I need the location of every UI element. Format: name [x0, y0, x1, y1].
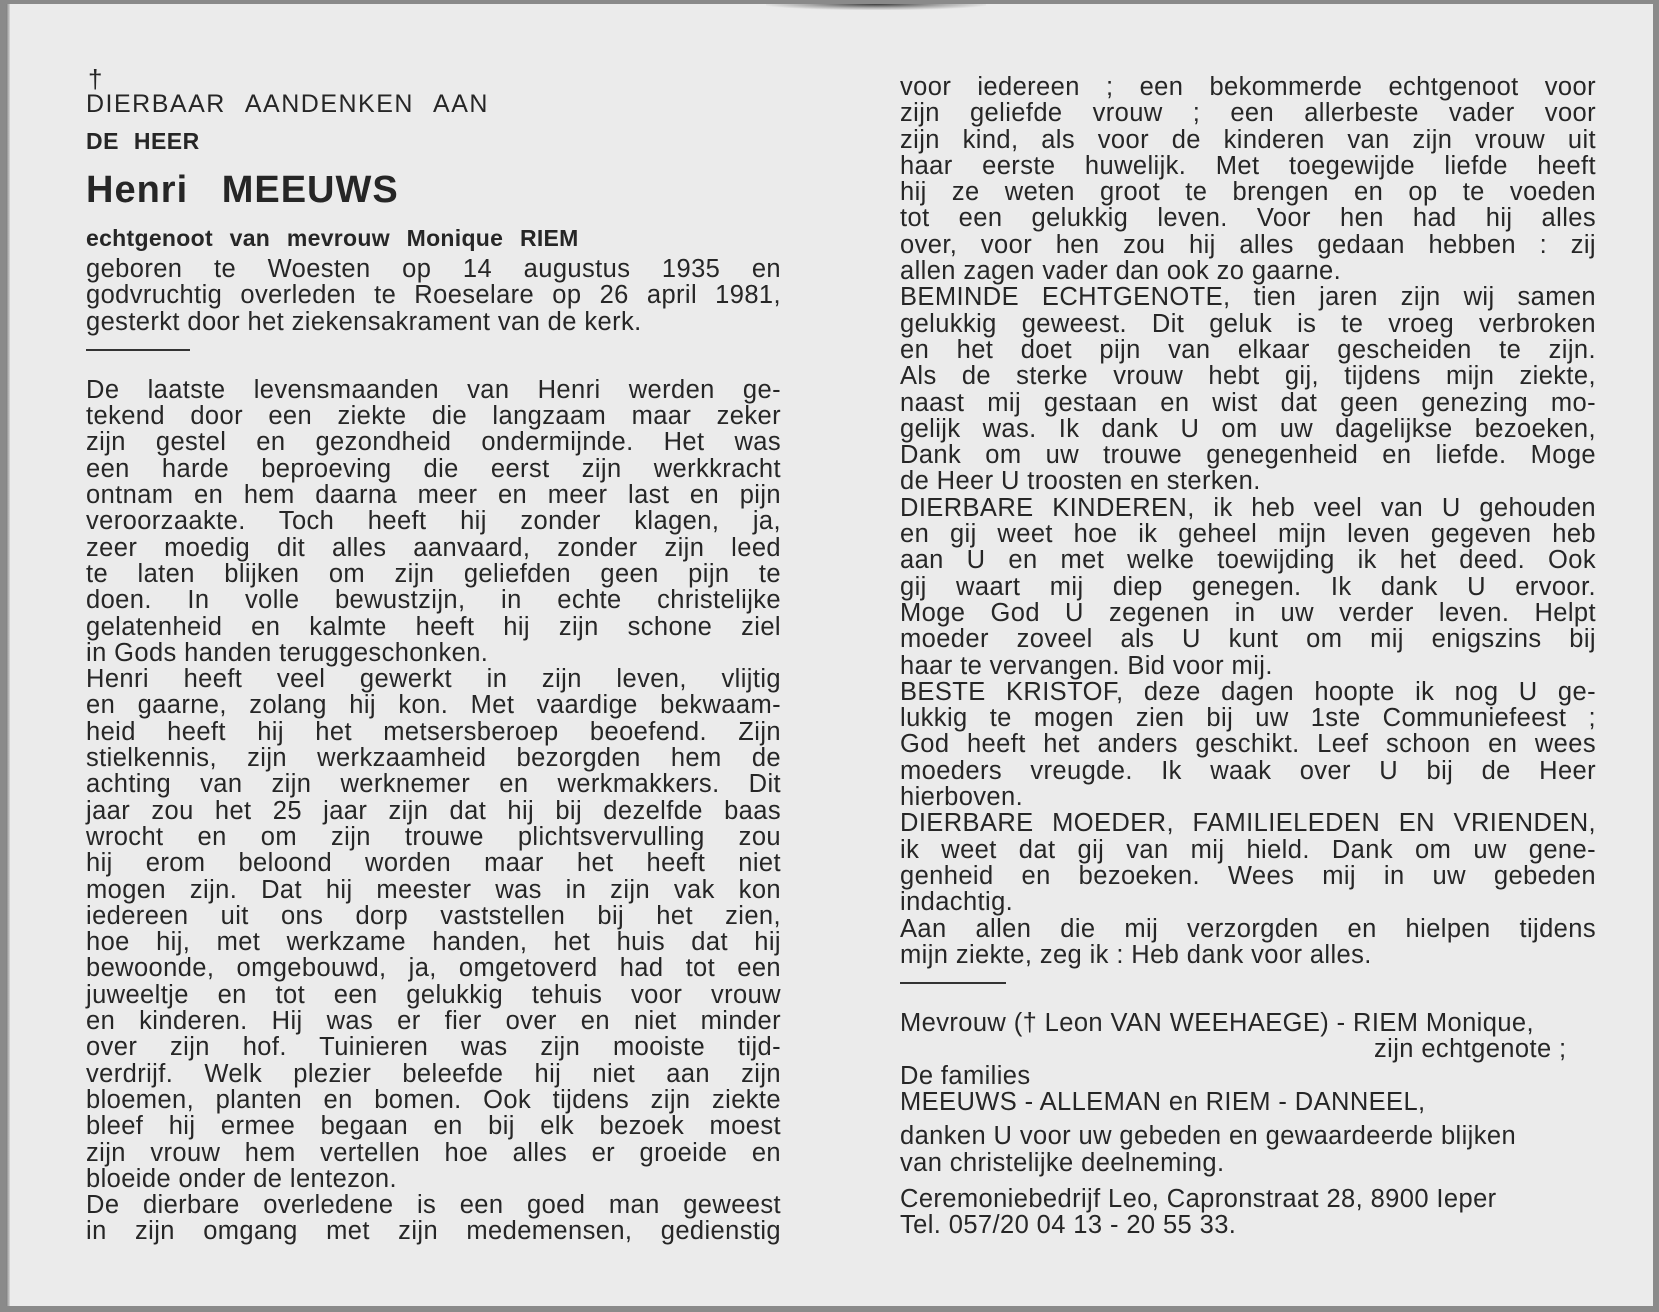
- text-line: gelatenheid en kalmte heeft hij zijn schone ziel: [86, 612, 781, 641]
- text-line: Henri heeft veel gewerkt in zijn leven, vlijtig: [86, 665, 781, 694]
- text-line: gelukkig geweest. Dit geluk is te vroeg verbroken: [900, 309, 1596, 338]
- text-line: over zijn hof. Tuinieren was zijn mooiste tijd-: [86, 1033, 781, 1062]
- spouse-line: echtgenoot van mevrouw Monique RIEM: [86, 225, 579, 251]
- memorial-card: [6, 4, 1653, 1306]
- deceased-name: Henri MEEUWS: [86, 169, 399, 211]
- farewell-text: [900, 74, 1596, 968]
- text-line: bleef hij ermee begaan en bij elk bezoek moest: [86, 1112, 781, 1141]
- widow-role: zijn echtgenote ;: [1374, 1035, 1567, 1064]
- text-line: jaar zou het 25 jaar zijn dat hij bij dezelfde baas: [86, 796, 781, 825]
- text-line: zijn kind, als voor de kinderen van zijn vrouw uit: [900, 125, 1596, 154]
- birth-death-paragraph: [86, 256, 781, 335]
- text-line: indachtig.: [900, 888, 1014, 917]
- text-line: mijn ziekte, zeg ik : Heb dank voor alles.: [900, 940, 1372, 969]
- text-line: Als de sterke vrouw hebt gij, tijdens mijn ziekte,: [900, 362, 1596, 391]
- text-line: en het doet pijn van elkaar gescheiden te zijn.: [900, 335, 1596, 364]
- text-line: bloemen, planten en bomen. Ook tijdens zijn ziekte: [86, 1085, 781, 1114]
- text-line: wrocht en om zijn trouwe plichtsvervulling zou: [86, 822, 781, 851]
- text-line: zijn vrouw hem vertellen hoe alles er groeide en: [86, 1138, 781, 1167]
- text-line: gij waart mij diep genegen. Ik dank U ervoor.: [900, 572, 1596, 601]
- text-line: gesterkt door het ziekensakrament van de kerk.: [86, 307, 642, 336]
- text-line: in Gods handen teruggeschonken.: [86, 638, 489, 667]
- text-line: moeders vreugde. Ik waak over U bij de Heer: [900, 756, 1596, 785]
- text-line: ik weet dat gij van mij hield. Dank om uw gene-: [900, 835, 1596, 864]
- text-line: Dank om uw trouwe genegenheid en liefde. Moge: [900, 441, 1596, 470]
- text-line: achting van zijn werknemer en werkmakkers. Dit: [86, 770, 781, 799]
- divider: [86, 349, 190, 351]
- text-line: ontnam en hem daarna meer en meer last en pijn: [86, 481, 781, 510]
- text-line: hierboven.: [900, 783, 1024, 812]
- text-line: iedereen uit ons dorp vaststellen bij het zien,: [86, 901, 781, 930]
- text-line: de Heer U troosten en sterken.: [900, 467, 1261, 496]
- text-line: bloeide onder de lentezon.: [86, 1164, 397, 1193]
- text-line: hoe hij, met werkzame handen, het huis dat hij: [86, 928, 781, 957]
- text-line: DIERBARE KINDEREN, ik heb veel van U gehouden: [900, 493, 1596, 522]
- text-line: genheid en bezoeken. Wees mij in uw gebeden: [900, 861, 1596, 890]
- text-line: heid heeft hij het metsersberoep beoefend. Zijn: [86, 717, 781, 746]
- text-line: juweeltje en tot een gelukkig tehuis voor vrouw: [86, 980, 781, 1009]
- cross-icon: †: [88, 64, 103, 94]
- center-fold-shadow: [766, 4, 986, 10]
- text-line: en kinderen. Hij was er fier over en niet minder: [86, 1007, 781, 1036]
- text-line: zijn geliefde vrouw ; een allerbeste vader voor: [900, 99, 1596, 128]
- text-line: haar eerste huwelijk. Met toegewijde liefde heeft: [900, 151, 1596, 180]
- text-line: De laatste levensmaanden van Henri werden ge-: [86, 375, 781, 404]
- text-line: haar te vervangen. Bid voor mij.: [900, 651, 1273, 680]
- text-line: God heeft het anders geschikt. Leef schoon en wees: [900, 730, 1596, 759]
- right-column: [900, 74, 1596, 1238]
- text-line: zijn gestel en gezondheid ondermijnde. Het was: [86, 428, 781, 457]
- text-line: voor iedereen ; een bekommerde echtgenoot voor: [900, 73, 1596, 101]
- biography-text: [86, 377, 781, 1245]
- text-line: DIERBARE MOEDER, FAMILIELEDEN EN VRIENDEN,: [900, 809, 1596, 838]
- text-line: godvruchtig overleden te Roeselare op 26 april 1981,: [86, 281, 781, 310]
- text-line: in zijn omgang met zijn medemensen, gedienstig: [86, 1217, 781, 1246]
- text-line: veroorzaakte. Toch heeft hij zonder klagen, ja,: [86, 507, 781, 536]
- honorific: DE HEER: [86, 128, 200, 154]
- text-line: hij ze weten groot te brengen en op te voeden: [900, 178, 1596, 207]
- text-line: aan U en met welke toewijding ik het deed. Ook: [900, 546, 1596, 575]
- text-line: BESTE KRISTOF, deze dagen hoopte ik nog U ge-: [900, 677, 1596, 706]
- text-line: mogen zijn. Dat hij meester was in zijn vak kon: [86, 875, 781, 904]
- text-line: een harde beproeving die eerst zijn werkkracht: [86, 454, 781, 483]
- undertaker-phone: Tel. 057/20 04 13 - 20 55 33.: [900, 1211, 1237, 1240]
- thanks-line-1: danken U voor uw gebeden en gewaardeerde blijken: [900, 1122, 1517, 1151]
- thanks-line-2: van christelijke deelneming.: [900, 1148, 1225, 1177]
- text-line: Aan allen die mij verzorgden en hielpen tijdens: [900, 914, 1596, 943]
- text-line: geboren te Woesten op 14 augustus 1935 en: [86, 255, 781, 283]
- text-line: en gij weet hoe ik geheel mijn leven gegeven heb: [900, 520, 1596, 549]
- text-line: en gaarne, zolang hij kon. Met vaardige bekwaam-: [86, 691, 781, 720]
- divider: [900, 982, 1006, 984]
- widow-line: Mevrouw († Leon VAN WEEHAEGE) - RIEM Monique,: [900, 1009, 1534, 1038]
- text-line: De dierbare overledene is een goed man geweest: [86, 1191, 781, 1220]
- text-line: stielkennis, zijn werkzaamheid bezorgden hem de: [86, 744, 781, 773]
- text-line: naast mij gestaan en wist dat geen genezing mo-: [900, 388, 1596, 417]
- text-line: tekend door een ziekte die langzaam maar zeker: [86, 402, 781, 431]
- text-line: tot een gelukkig leven. Voor hen had hij alles: [900, 204, 1596, 233]
- text-line: bewoonde, omgebouwd, ja, omgetoverd had tot een: [86, 954, 781, 983]
- text-line: verdrijf. Welk plezier beleefde hij niet aan zijn: [86, 1059, 781, 1088]
- text-line: hij erom beloond worden maar het heeft niet: [86, 849, 781, 878]
- text-line: Moge God U zegenen in uw verder leven. Helpt: [900, 598, 1596, 627]
- text-line: zeer moedig dit alles aanvaard, zonder zijn leed: [86, 533, 781, 562]
- text-line: te laten blijken om zijn geliefden geen pijn te: [86, 559, 781, 588]
- text-line: allen zagen vader dan ook zo gaarne.: [900, 257, 1342, 286]
- text-line: over, voor hen zou hij alles gedaan hebben : zij: [900, 230, 1596, 259]
- memorial-heading: DIERBAAR AANDENKEN AAN: [86, 90, 489, 118]
- text-line: BEMINDE ECHTGENOTE, tien jaren zijn wij samen: [900, 283, 1596, 312]
- text-line: moeder zoveel als U kunt om mij enigszins bij: [900, 625, 1596, 654]
- left-column: [86, 64, 781, 1246]
- text-line: lukkig te mogen zien bij uw 1ste Communiefeest ;: [900, 704, 1596, 733]
- text-line: doen. In volle bewustzijn, in echte christelijke: [86, 586, 781, 615]
- undertaker-address: Ceremoniebedrijf Leo, Capronstraat 28, 8900 Ieper: [900, 1184, 1497, 1213]
- families-names: MEEUWS - ALLEMAN en RIEM - DANNEEL,: [900, 1087, 1426, 1116]
- text-line: gelijk was. Ik dank U om uw dagelijkse bezoeken,: [900, 414, 1596, 443]
- families-label: De families: [900, 1061, 1031, 1090]
- signatures: [900, 1010, 1596, 1238]
